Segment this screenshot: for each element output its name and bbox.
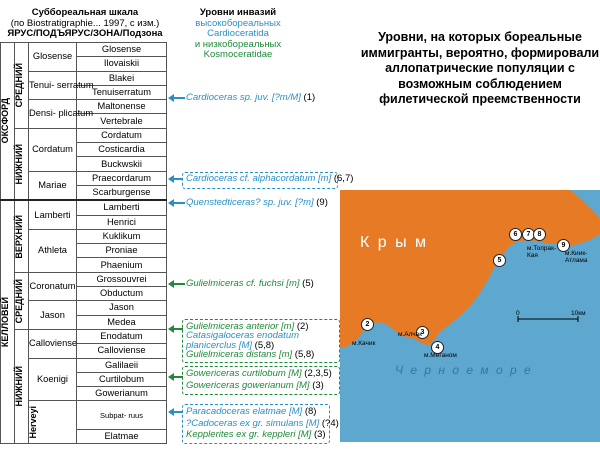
subzone: Buckwskii: [77, 157, 167, 171]
substage-middle-oxford: СРЕДНИЙ: [15, 43, 29, 129]
site-marker: 9: [557, 239, 570, 252]
subzone: Obductum: [77, 287, 167, 301]
annotation: Catasigaloceras enodatum planicerclus [M] (5,8): [186, 330, 300, 351]
zone-athleta: Athleta: [29, 229, 77, 272]
arrow-stem: [173, 178, 183, 180]
zone-elatmae: Elatmae: [77, 430, 167, 444]
substage-lower-callovian: НИЖНИЙ: [15, 329, 29, 443]
annotation: Quenstedticeras? sp. juv. [?m] (9): [186, 197, 328, 208]
stage-oxford: ОКСФОРД: [1, 43, 15, 201]
place-label: м.Алчак: [398, 331, 423, 338]
scale-columns: ЯРУС/ПОДЪЯРУС/ЗОНА/Подзона: [7, 28, 163, 39]
levels-low-taxon: Kosmoceratidae: [203, 49, 273, 60]
zone-calloviense: Calloviense: [29, 329, 77, 358]
zone-cordatum: Cordatum: [29, 128, 77, 171]
annotation: ?Cadoceras ex gr. simulans [M] (?4): [186, 418, 339, 429]
subzone: Tenuiserratum: [77, 85, 167, 99]
zone-lamberti: Lamberti: [29, 200, 77, 229]
levels-boreal: высокобореальных: [195, 17, 281, 29]
annotation: Gowericeras gowerianum [M] (3): [186, 380, 324, 391]
levels-header: [178, 8, 298, 61]
scale-zero: 0: [516, 310, 520, 317]
zone-koenigi: Koenigi: [29, 358, 77, 401]
subzone: Calloviense: [77, 344, 167, 358]
levels-title: Уровни инвазий: [199, 7, 277, 18]
arrow-stem: [173, 411, 183, 413]
subzone: Enodatum: [77, 329, 167, 343]
place-label: м.Топрак-Кая: [527, 245, 557, 259]
site-marker: 6: [509, 228, 522, 241]
annotation: Paracadoceras elatmae [M] (8): [186, 406, 317, 417]
sea-label: Ч е р н о е м о р е: [395, 363, 533, 377]
substage-upper-callovian: ВЕРХНИЙ: [15, 200, 29, 272]
annotation: Gulielmiceras cf. fuchsi [m] (5): [186, 278, 314, 289]
place-label: м.Меганом: [424, 352, 457, 359]
site-marker: 2: [361, 318, 374, 331]
levels-low: и низкобореальных: [194, 38, 282, 50]
subzone: Glosense: [77, 43, 167, 57]
subzone: Kuklikum: [77, 229, 167, 243]
place-label: м.Качик: [352, 340, 376, 347]
subzone: Blakei: [77, 71, 167, 85]
arrow-stem: [173, 283, 185, 285]
site-marker: 5: [493, 254, 506, 267]
arrow-stem: [173, 97, 185, 99]
arrow-stem: [173, 376, 183, 378]
subzone: Costicardia: [77, 143, 167, 157]
annotation: Cardioceras cf. alphacordatum [m] (6,7): [186, 173, 354, 184]
subzone: Grossouvrei: [77, 272, 167, 286]
arrow-stem: [173, 328, 183, 330]
place-label: м.Киик-Атлама: [565, 250, 588, 264]
annotation: Cardioceras sp. juv. [?m/M] (1): [186, 92, 316, 103]
site-marker: 7: [522, 228, 535, 241]
substage-lower-oxford: НИЖНИЙ: [15, 128, 29, 200]
annotation: Gulielmiceras anterior [m] (2): [186, 321, 309, 332]
zone-glosense: Glosense: [29, 43, 77, 72]
subzone: Curtilobum: [77, 372, 167, 386]
scale-title: Суббореальная шкала: [31, 7, 139, 18]
subzone: Praecordarum: [77, 171, 167, 185]
subzone: Ilovaiskii: [77, 57, 167, 71]
scale-subtitle: (по Biostratigraphie... 1997, с изм.): [10, 17, 160, 29]
subzone: Cordatum: [77, 128, 167, 142]
subzone: Jason: [77, 301, 167, 315]
stratigraphic-scale-table: [0, 42, 167, 444]
subzone: Maltonense: [77, 100, 167, 114]
stage-callovian: КЕЛЛОВЕЙ: [1, 200, 15, 444]
subzone: Vertebrale: [77, 114, 167, 128]
zone-densiplicatum: Densi- plicatum: [29, 100, 77, 129]
subzone: Gowerianum: [77, 387, 167, 401]
subzone: Scarburgense: [77, 185, 167, 200]
levels-boreal-taxon: Cardioceratida: [207, 28, 269, 39]
scale-ten: 10км: [571, 310, 586, 317]
site-marker: 8: [533, 228, 546, 241]
subzone: Medea: [77, 315, 167, 329]
map-graphic: [340, 190, 600, 442]
land-label: К р ы м: [360, 234, 429, 251]
subzone: Galilaeii: [77, 358, 167, 372]
annotation: Gulielmiceras distans [m] (5,8): [186, 349, 315, 360]
zone-subpatruus: Subpat- ruus: [77, 401, 167, 430]
slide-title: Уровни, на которых бореальные иммигранты, вероятно, формировали аллопатрические популяции с возможным соблюдением филетической преемственности: [360, 30, 600, 106]
zone-jason: Jason: [29, 301, 77, 330]
site-marker: 3: [416, 326, 429, 339]
site-marker: 4: [431, 341, 444, 354]
subzone: Phaenium: [77, 258, 167, 272]
annotation: Gowericeras curtilobum [M] (2,3,5): [186, 368, 332, 379]
annotation: Kepplerites ex gr. keppleri [M] (3): [186, 429, 326, 440]
crimea-map: [340, 190, 600, 442]
substage-middle-callovian: СРЕДНИЙ: [15, 272, 29, 329]
arrow-stem: [173, 202, 185, 204]
subzone: Henrici: [77, 215, 167, 229]
zone-mariae: Mariae: [29, 171, 77, 200]
zone-tenuiserratum: Tenui- serratum: [29, 71, 77, 100]
zone-coronatum: Coronatum: [29, 272, 77, 301]
scale-header: [0, 8, 170, 40]
zone-herveyi: Herveyi: [29, 401, 77, 444]
subzone: Proniae: [77, 244, 167, 258]
subzone: Lamberti: [77, 200, 167, 215]
